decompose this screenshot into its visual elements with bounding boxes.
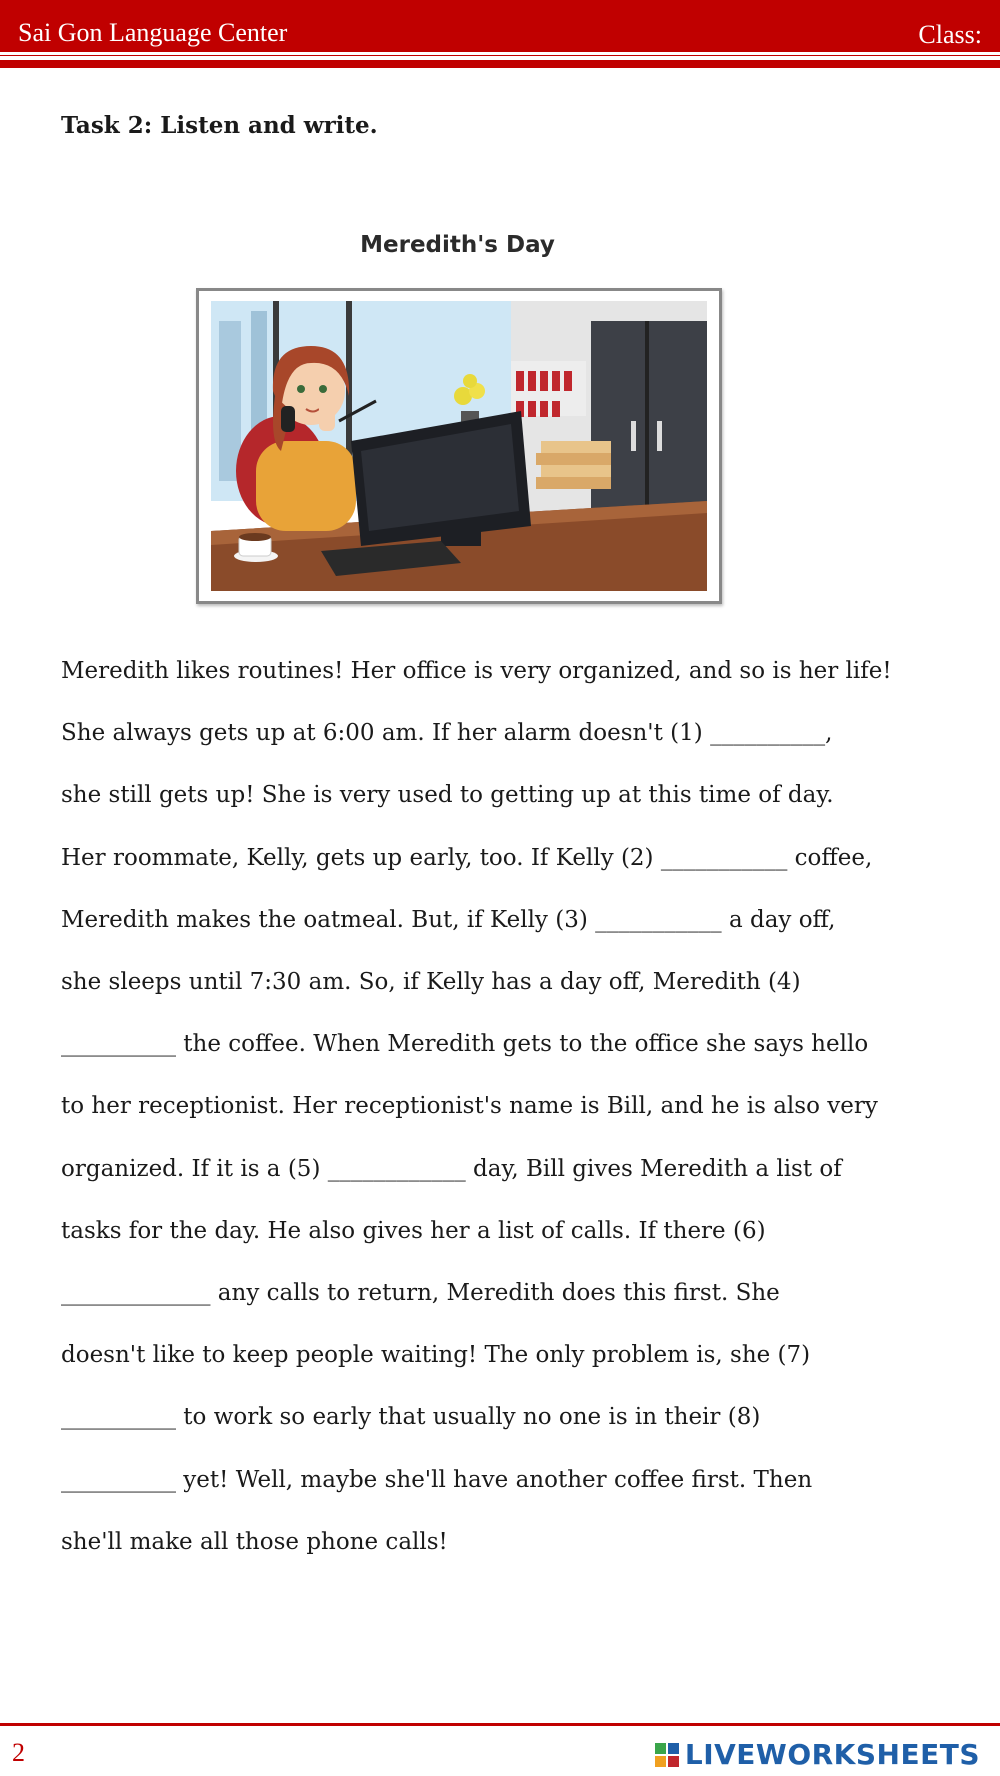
passage-line: she still gets up! She is very used to getting up at this time of day. [61, 782, 834, 809]
class-label: Class: [918, 20, 982, 49]
passage-line: __________ to work so early that usually no one is in their (8) [61, 1404, 761, 1431]
passage-line: Meredith likes routines! Her office is very organized, and so is her life! [61, 658, 892, 684]
passage-line: she'll make all those phone calls! [61, 1528, 448, 1555]
passage-line: to her receptionist. Her receptionist's name is Bill, and he is also very [61, 1093, 878, 1120]
passage-line: She always gets up at 6:00 am. If her alarm doesn't (1) __________, [61, 720, 833, 747]
passage-line: __________ yet! Well, maybe she'll have another coffee first. Then [61, 1466, 813, 1493]
picture-title: Meredith's Day [360, 232, 555, 258]
office-illustration [196, 288, 722, 604]
liveworksheets-icon [655, 1743, 679, 1767]
passage-line: _____________ any calls to return, Meredith does this first. She [61, 1280, 780, 1307]
passage-line: she sleeps until 7:30 am. So, if Kelly has a day off, Meredith (4) [61, 969, 801, 996]
passage-line: organized. If it is a (5) ____________ day, Bill gives Meredith a list of [61, 1155, 842, 1182]
passage-line: __________ the coffee. When Meredith gets to the office she says hello [61, 1031, 869, 1058]
header-divider [0, 52, 1000, 55]
center-name: Sai Gon Language Center [18, 18, 288, 47]
page-header [0, 0, 1000, 56]
footer-divider [0, 1723, 1000, 1726]
reading-passage [61, 640, 961, 1573]
liveworksheets-logo[interactable] [655, 1738, 980, 1771]
page-number: 2 [12, 1738, 25, 1767]
task-title: Task 2: Listen and write. [61, 112, 378, 139]
passage-line: doesn't like to keep people waiting! The only problem is, she (7) [61, 1342, 811, 1369]
passage-line: Meredith makes the oatmeal. But, if Kelly (3) ___________ a day off, [61, 906, 836, 933]
passage-line: tasks for the day. He also gives her a list of calls. If there (6) [61, 1217, 766, 1244]
passage-line: Her roommate, Kelly, gets up early, too. If Kelly (2) ___________ coffee, [61, 844, 873, 871]
header-rule [0, 60, 1000, 68]
office-scene-image [211, 301, 707, 591]
brand-name: LIVEWORKSHEETS [684, 1738, 980, 1771]
